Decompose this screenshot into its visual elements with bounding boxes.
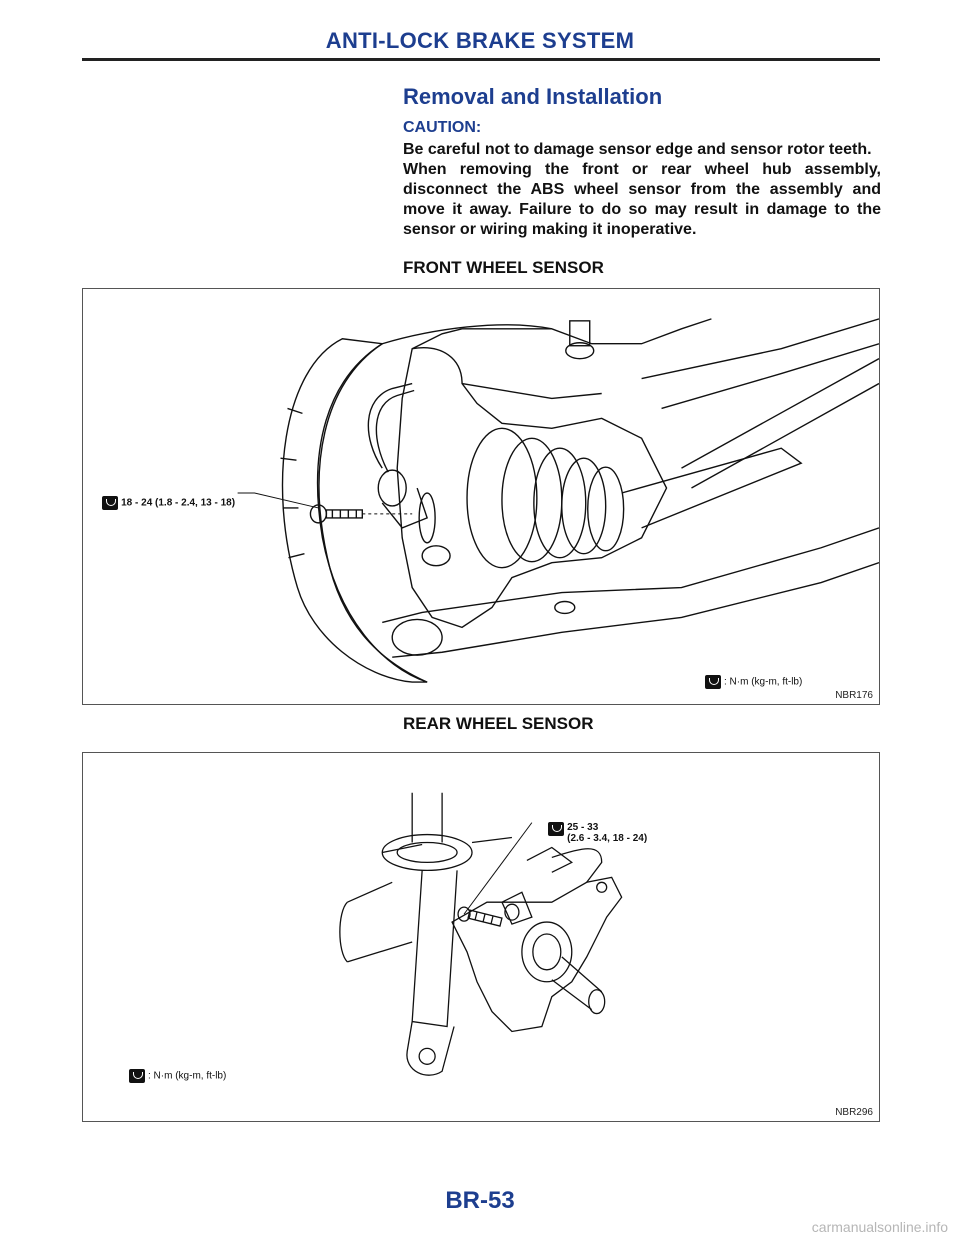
caution-text-2: When removing the front or rear wheel hub assembly, disconnect the ABS wheel sensor from the assembly and move it away. Failure to do so may result in damage to the sensor or wiring making it inoperative.: [403, 161, 881, 238]
rear-torque-value: 25 - 33 (2.6 - 3.4, 18 - 24): [567, 822, 648, 844]
torque-wrench-icon: [705, 675, 721, 689]
caution-body: [403, 140, 881, 240]
torque-wrench-icon: [548, 822, 564, 836]
torque-wrench-icon: [129, 1069, 145, 1083]
rear-wheel-sensor-figure: [82, 752, 880, 1122]
front-torque-callout: [91, 485, 235, 521]
rear-wheel-sensor-illustration: [83, 753, 879, 1121]
page-number: BR-53: [445, 1187, 515, 1214]
caution-text-1: Be careful not to damage sensor edge and sensor rotor teeth.: [403, 141, 872, 158]
rear-unit-legend: [129, 1069, 226, 1083]
torque-wrench-icon: [102, 496, 118, 510]
front-wheel-sensor-title: FRONT WHEEL SENSOR: [403, 258, 604, 277]
rear-torque-callout: [537, 811, 647, 855]
front-wheel-sensor-figure: [82, 288, 880, 705]
front-unit-text: : N·m (kg-m, ft-lb): [724, 676, 803, 688]
caution-label: CAUTION:: [403, 119, 482, 136]
watermark: carmanualsonline.info: [811, 1219, 948, 1235]
rear-figure-id: NBR296: [835, 1107, 873, 1118]
front-unit-legend: [705, 675, 802, 689]
section: [403, 0, 881, 300]
front-torque-value: 18 - 24 (1.8 - 2.4, 13 - 18): [121, 497, 236, 509]
front-figure-id: NBR176: [835, 690, 873, 701]
rear-unit-text: : N·m (kg-m, ft-lb): [148, 1070, 227, 1082]
page-header-title: ANTI-LOCK BRAKE SYSTEM: [325, 28, 635, 53]
rear-wheel-sensor-title: REAR WHEEL SENSOR: [403, 714, 594, 733]
section-title: Removal and Installation: [403, 84, 663, 109]
